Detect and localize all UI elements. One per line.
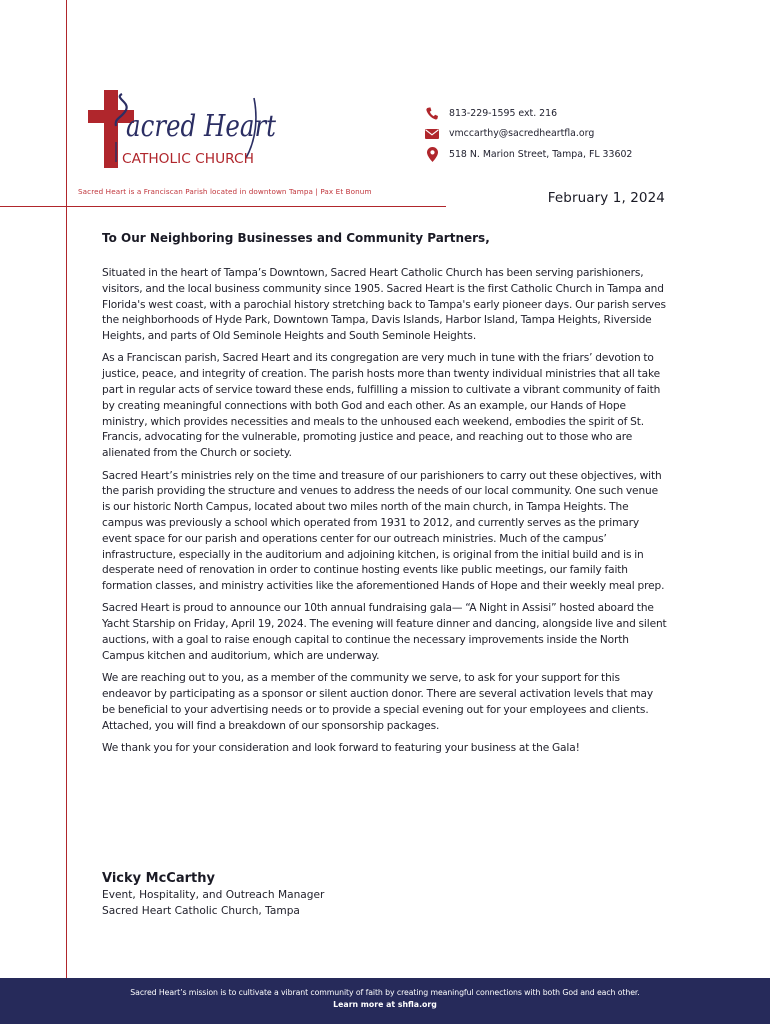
contact-address[interactable] xyxy=(424,144,632,164)
margin-rule-vertical xyxy=(66,0,67,978)
footer-mission: Sacred Heart’s mission is to cultivate a vibrant community of faith by creating meaningful connections with both God and each other. xyxy=(130,988,640,997)
contact-phone-text: 813-229-1595 ext. 216 xyxy=(449,107,558,119)
phone-icon xyxy=(424,105,440,121)
location-pin-icon xyxy=(424,146,440,162)
contact-email[interactable] xyxy=(424,124,632,144)
contact-block xyxy=(424,103,632,165)
body-paragraph: As a Franciscan parish, Sacred Heart and its congregation are very much in tune with the friars’ devotion to justice, peace, and integrity of creation. The parish hosts more than twenty individual ministries that all take part in regular acts of service toward these ends, fulfilling a mission to cultivate a vibrant community of faith by creating meaningful connections with both God and each other. As an example, our Hands of Hope ministry, which provides necessities and meals to the unhoused each weekend, embodies the spirit of St. Francis, advocating for the vulnerable, promoting justice and peace, and reaching out to those who are alienated from the Church or society. xyxy=(102,352,661,460)
mail-icon xyxy=(424,126,440,142)
letter-date: February 1, 2024 xyxy=(547,190,665,206)
body-paragraph: We thank you for your consideration and look forward to featuring your business at the Gala! xyxy=(102,741,580,754)
svg-text:acred Heart: acred Heart xyxy=(126,109,277,144)
letter-body xyxy=(102,266,667,763)
signature-block xyxy=(102,871,324,919)
signer-name: Vicky McCarthy xyxy=(102,871,215,886)
church-logo xyxy=(86,88,286,170)
header-rule-horizontal xyxy=(0,206,446,207)
body-paragraph: Sacred Heart’s ministries rely on the time and treasure of our parishioners to carry out these objectives, with the parish providing the structure and venues to address the needs of our local community. One such venue is our historic North Campus, located about two miles north of the main church, in Tampa Heights. The campus was previously a school which operated from 1931 to 2012, and currently serves as the primary event space for our parish and operations center for our outreach ministries. Much of the campus’ infrastructure, especially in the auditorium and adjoining kitchen, is original from the initial build and is in desperate need of renovation in order to continue hosting events like public meetings, our family faith formation classes, and ministry activities like the aforementioned Hands of Hope and their weekly meal prep. xyxy=(102,469,665,593)
body-paragraph: Sacred Heart is proud to announce our 10th annual fundraising gala— “A Night in Assisi” hosted aboard the Yacht Starship on Friday, April 19, 2024. The evening will feature dinner and dancing, alongside live and silent auctions, with a goal to raise enough capital to continue the necessary improvements inside the North Campus kitchen and auditorium, which are underway. xyxy=(102,602,667,662)
contact-address-text: 518 N. Marion Street, Tampa, FL 33602 xyxy=(449,148,633,160)
footer-link[interactable]: Learn more at shfla.org xyxy=(333,1000,437,1009)
parish-tagline: Sacred Heart is a Franciscan Parish located in downtown Tampa | Pax Et Bonum xyxy=(78,187,372,196)
signer-title: Event, Hospitality, and Outreach Manager xyxy=(102,889,325,901)
letter-greeting: To Our Neighboring Businesses and Community Partners, xyxy=(102,231,490,245)
body-paragraph: We are reaching out to you, as a member of the community we serve, to ask for your support for this endeavor by participating as a sponsor or silent auction donor. There are several activation levels that may be beneficial to your advertising needs or to provide a special evening out for your employees and clients. Attached, you will find a breakdown of our sponsorship packages. xyxy=(102,672,654,732)
contact-phone[interactable] xyxy=(424,103,632,123)
signer-organization: Sacred Heart Catholic Church, Tampa xyxy=(102,904,300,917)
svg-text:CATHOLIC CHURCH: CATHOLIC CHURCH xyxy=(122,152,254,167)
contact-email-text: vmccarthy@sacredheartfla.org xyxy=(449,128,595,139)
body-paragraph: Situated in the heart of Tampa’s Downtown, Sacred Heart Catholic Church has been serving parishioners, visitors, and the local business community since 1905. Sacred Heart is the first Catholic Church in Tampa and Florida's west coast, with a parochial history stretching back to Tampa's early pioneer days. Our parish serves the neighborhoods of Hyde Park, Downtown Tampa, Davis Islands, Harbor Island, Tampa Heights, Riverside Heights, and parts of Old Seminole Heights and South Seminole Heights. xyxy=(102,267,666,343)
footer-banner xyxy=(0,978,770,1024)
